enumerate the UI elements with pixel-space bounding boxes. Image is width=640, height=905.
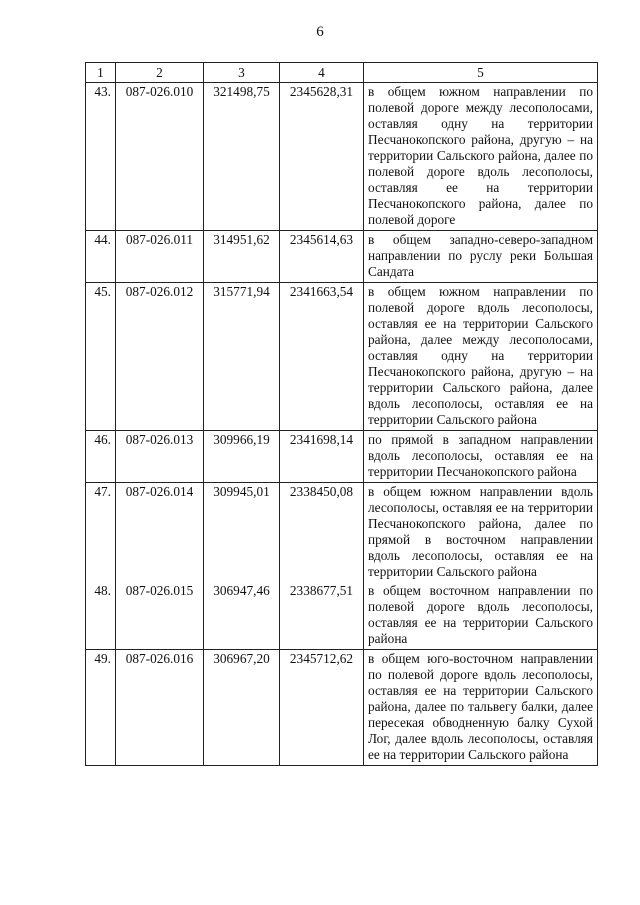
column-header-3: 3 (204, 63, 280, 83)
table-row (86, 283, 598, 431)
coordinate-x: 306947,46 (204, 582, 280, 650)
boundary-description: в общем южном направлении по полевой дороге вдоль лесополосы, оставляя ее на территории Сальского района, далее между лесополосами, оставляя одну на территории Песчанокопского района, другую – на территории Сальского района, далее вдоль лесополосы, оставляя ее на территории Сальского района (364, 283, 598, 431)
page-number: 6 (316, 24, 324, 40)
boundary-description: в общем юго-восточном направлении по полевой дороге вдоль лесополосы, оставляя ее на территории Сальского района, далее по тальвегу балки, далее пересекая обводненную балку Сухой Лог, далее вдоль лесополосы, оставляя ее на территории Сальского района (364, 650, 598, 766)
coordinate-x: 309966,19 (204, 431, 280, 483)
point-code: 087-026.011 (116, 231, 204, 283)
coordinate-y: 2345628,31 (280, 83, 364, 231)
row-number: 49. (86, 650, 116, 766)
coordinate-x: 321498,75 (204, 83, 280, 231)
point-code: 087-026.016 (116, 650, 204, 766)
coordinate-y: 2345712,62 (280, 650, 364, 766)
column-header-4: 4 (280, 63, 364, 83)
point-code: 087-026.010 (116, 83, 204, 231)
table-row (86, 483, 598, 583)
boundary-description: в общем южном направлении вдоль лесополосы, оставляя ее на территории Песчанокопского района, далее по прямой в восточном направлении вдоль лесополосы, оставляя ее на территории Сальского района (364, 483, 598, 583)
point-code: 087-026.015 (116, 582, 204, 650)
row-number: 43. (86, 83, 116, 231)
coordinate-y: 2338677,51 (280, 582, 364, 650)
coordinate-y: 2345614,63 (280, 231, 364, 283)
coordinate-x: 314951,62 (204, 231, 280, 283)
table-row (86, 650, 598, 766)
table-row (86, 431, 598, 483)
boundary-description: в общем восточном направлении по полевой дороге вдоль лесополосы, оставляя ее на территории Сальского района (364, 582, 598, 650)
column-header-5: 5 (364, 63, 598, 83)
point-code: 087-026.013 (116, 431, 204, 483)
point-code: 087-026.012 (116, 283, 204, 431)
coordinate-x: 306967,20 (204, 650, 280, 766)
column-header-2: 2 (116, 63, 204, 83)
table-row (86, 83, 598, 231)
boundary-points-table (85, 62, 598, 766)
coordinate-y: 2338450,08 (280, 483, 364, 583)
row-number: 46. (86, 431, 116, 483)
table-row (86, 231, 598, 283)
boundary-description: в общем южном направлении по полевой дороге между лесополосами, оставляя одну на территории Песчанокопского района, другую – на территории Сальского района, далее по полевой дороге вдоль лесополосы, оставляя ее на территории Песчанокопского района, далее по полевой дороге (364, 83, 598, 231)
column-header-1: 1 (86, 63, 116, 83)
coordinate-y: 2341698,14 (280, 431, 364, 483)
boundary-description: в общем западно-северо-западном направлении по руслу реки Большая Сандата (364, 231, 598, 283)
point-code: 087-026.014 (116, 483, 204, 583)
coordinate-x: 315771,94 (204, 283, 280, 431)
coordinate-y: 2341663,54 (280, 283, 364, 431)
row-number: 48. (86, 582, 116, 650)
table-row (86, 582, 598, 650)
row-number: 44. (86, 231, 116, 283)
coordinate-x: 309945,01 (204, 483, 280, 583)
row-number: 45. (86, 283, 116, 431)
table-header-row (86, 63, 598, 83)
boundary-description: по прямой в западном направлении вдоль лесополосы, оставляя ее на территории Песчанокопского района (364, 431, 598, 483)
row-number: 47. (86, 483, 116, 583)
